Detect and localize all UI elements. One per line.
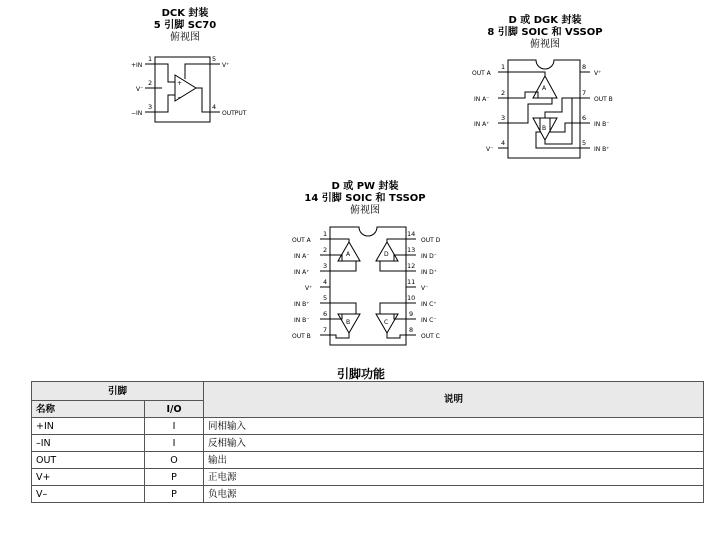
pw-pin1-label: OUT A (292, 237, 311, 244)
pin-name: +IN (32, 418, 145, 435)
pw-pin11-num: 11 (407, 278, 416, 286)
dck-pin5-num: 5 (212, 55, 217, 63)
pw-pin12-num: 12 (407, 262, 416, 270)
dgk-pin8-label: V⁺ (594, 70, 602, 77)
dgk-title-line1: D 或 DGK 封装 (508, 15, 582, 26)
pw-pin14-num: 14 (407, 230, 416, 238)
pw-pin6-label: IN B⁻ (294, 317, 310, 324)
pin-description: 负电源 (204, 486, 704, 503)
pw-pin3-num: 3 (323, 262, 328, 270)
dck-pin4-num: 4 (212, 103, 217, 111)
dck-pin2-num: 2 (148, 79, 153, 87)
dgk-title-view: 俯视图 (530, 39, 560, 50)
pw-title-line1: D 或 PW 封装 (331, 181, 399, 192)
name-column-header: 名称 (32, 401, 145, 418)
pw-pin12-label: IN D⁺ (421, 269, 437, 276)
pw-pin2-label: IN A⁻ (294, 253, 310, 260)
pw-title-view: 俯视图 (350, 205, 380, 216)
pin-description: 正电源 (204, 469, 704, 486)
table-row (32, 469, 704, 486)
pw-pin9-num: 9 (409, 310, 414, 318)
dgk-title-line2: 8 引脚 SOIC 和 VSSOP (487, 27, 603, 38)
pin-description: 反相输入 (204, 435, 704, 452)
pw-pin4-num: 4 (323, 278, 328, 286)
pw-amp-a-letter: A (346, 251, 351, 258)
pw-pin5-label: IN B⁺ (294, 301, 310, 308)
dck-pin5-label: V⁺ (222, 62, 230, 69)
dck-pin1-num: 1 (148, 55, 153, 63)
dck-title-line1: DCK 封装 (161, 8, 209, 19)
pw-pin10-num: 10 (407, 294, 416, 302)
dck-pin4-label: OUTPUT (222, 110, 247, 117)
dck-pin3-num: 3 (148, 103, 153, 111)
pw-pin8-label: OUT C (421, 333, 440, 340)
pin-name: V– (32, 486, 145, 503)
pin-io: I (145, 435, 204, 452)
io-column-header: I/O (145, 401, 204, 418)
pin-group-header: 引脚 (32, 382, 204, 401)
dgk-pin2-label: IN A⁻ (474, 96, 490, 103)
dgk-pin4-num: 4 (501, 139, 506, 147)
pin-name: OUT (32, 452, 145, 469)
table-row (32, 435, 704, 452)
dck-amp-plus: + (177, 80, 183, 87)
dck-pin3-label: −IN (131, 110, 143, 117)
pw-title-line2: 14 引脚 SOIC 和 TSSOP (304, 193, 426, 204)
dgk-pin3-label: IN A⁺ (474, 121, 490, 128)
pin-io: O (145, 452, 204, 469)
pw-pin3-label: IN A⁺ (294, 269, 310, 276)
pw-pin9-label: IN C⁻ (421, 317, 437, 324)
pw-amp-b-letter: B (346, 319, 351, 326)
pw-pin7-label: OUT B (292, 333, 311, 340)
pw-pin13-num: 13 (407, 246, 416, 254)
dgk-pin6-num: 6 (582, 114, 587, 122)
dgk-pin1-num: 1 (501, 63, 506, 71)
pw-pin8-num: 8 (409, 326, 414, 334)
dgk-pin8-num: 8 (582, 63, 587, 71)
pw-pin13-label: IN D⁻ (421, 253, 437, 260)
dgk-pin1-label: OUT A (472, 70, 491, 77)
pw-pin6-num: 6 (323, 310, 328, 318)
pin-io: P (145, 469, 204, 486)
dck-title-view: 俯视图 (170, 32, 200, 43)
dck-title-line2: 5 引脚 SC70 (153, 20, 217, 31)
pw-pin14-label: OUT D (421, 237, 441, 244)
pw-amp-d-letter: D (384, 251, 389, 258)
table-row (32, 486, 704, 503)
dgk-pin5-num: 5 (582, 139, 587, 147)
pin-name: V+ (32, 469, 145, 486)
dgk-pin6-label: IN B⁻ (594, 121, 610, 128)
dgk-pin7-num: 7 (582, 89, 587, 97)
dgk-pin4-label: V⁻ (486, 146, 494, 153)
pin-name: –IN (32, 435, 145, 452)
dck-pin2-label: V⁻ (136, 86, 144, 93)
dck-pin1-label: +IN (131, 62, 143, 69)
pw-amp-c-letter: C (384, 319, 389, 326)
description-header: 说明 (204, 382, 704, 418)
pin-description: 输出 (204, 452, 704, 469)
dgk-pin3-num: 3 (501, 114, 506, 122)
pin-function-title: 引脚功能 (336, 367, 385, 381)
pw-pin4-label: V⁺ (305, 285, 313, 292)
pw-pin1-num: 1 (323, 230, 328, 238)
table-row (32, 452, 704, 469)
pw-pin5-num: 5 (323, 294, 328, 302)
dgk-amp-b-letter: B (542, 125, 547, 132)
pw-package-body (330, 227, 406, 345)
pw-pin7-num: 7 (323, 326, 328, 334)
pin-description: 同相输入 (204, 418, 704, 435)
dgk-amp-a-letter: A (542, 85, 547, 92)
pw-pin2-num: 2 (323, 246, 328, 254)
pin-io: P (145, 486, 204, 503)
table-row (32, 418, 704, 435)
pin-function-table (31, 381, 704, 503)
pw-pin11-label: V⁻ (421, 285, 429, 292)
dgk-pin2-num: 2 (501, 89, 506, 97)
dgk-pin5-label: IN B⁺ (594, 146, 610, 153)
pin-io: I (145, 418, 204, 435)
dgk-pin7-label: OUT B (594, 96, 613, 103)
dck-amp-minus: − (177, 94, 183, 101)
pw-pin10-label: IN C⁺ (421, 301, 437, 308)
